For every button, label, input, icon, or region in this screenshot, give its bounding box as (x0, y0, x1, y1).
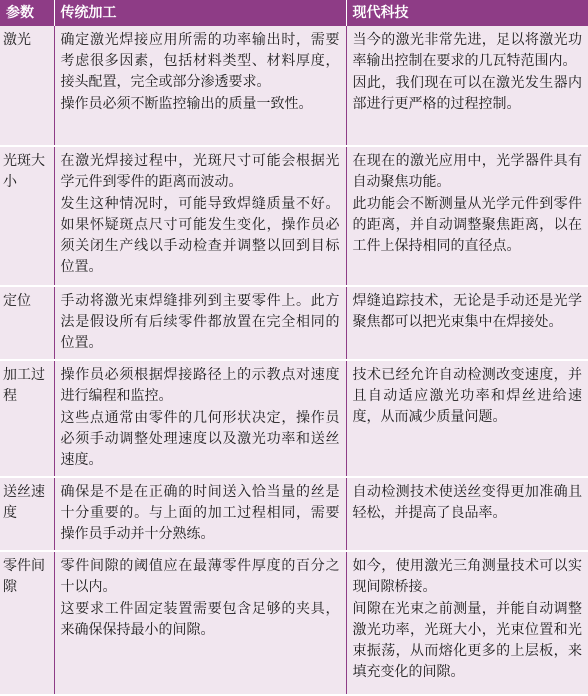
modern-cell (346, 360, 588, 477)
paragraph: 操作员必须根据焊接路径上的示教点对速度进行编程和监控。 (60, 367, 340, 404)
param-cell: 定位 (0, 286, 54, 360)
traditional-cell (54, 551, 346, 695)
paragraph: 技术已经允许自动检测改变速度，并且自动适应激光功率和焊丝进给速度，从而减少质量问题。 (352, 367, 582, 425)
table-row (0, 286, 588, 360)
paragraph: 间隙在光束之前测量，并能自动调整激光功率，光斑大小，光束位置和光束振荡，从而熔化更多的上层板，来填充变化的间隙。 (352, 601, 582, 680)
paragraph: 这要求工件固定装置需要包含足够的夹具，来确保保持最小的间隙。 (60, 601, 340, 638)
traditional-cell (54, 26, 346, 146)
header-row (0, 0, 588, 26)
paragraph: 因此，我们现在可以在激光发生器内部进行更严格的过程控制。 (352, 75, 582, 112)
paragraph: 此功能会不断测量从光学元件到零件的距离，并自动调整聚焦距离，以在工件上保持相同的直径点。 (352, 196, 582, 254)
paragraph: 在现在的激光应用中，光学器件具有自动聚焦功能。 (352, 153, 582, 190)
paragraph: 零件间隙的阈值应在最薄零件厚度的百分之十以内。 (60, 558, 340, 595)
modern-cell (346, 286, 588, 360)
paragraph: 发生这种情况时，可能导致焊缝质量不好。如果怀疑斑点尺寸可能发生变化，操作员必须关闭生产线以手动检查并调整以回到目标位置。 (60, 196, 340, 275)
modern-cell (346, 146, 588, 286)
traditional-cell (54, 286, 346, 360)
header-traditional: 传统加工 (54, 0, 346, 26)
table-row (0, 26, 588, 146)
param-cell: 加工过程 (0, 360, 54, 477)
traditional-cell (54, 146, 346, 286)
param-cell: 激光 (0, 26, 54, 146)
modern-cell (346, 26, 588, 146)
paragraph: 当今的激光非常先进，足以将激光功率输出控制在要求的几瓦特范围内。 (352, 32, 582, 69)
paragraph: 确保是不是在正确的时间送入恰当量的丝是十分重要的。与上面的加工过程相同，需要操作员手动并十分熟练。 (60, 484, 340, 542)
modern-cell (346, 477, 588, 551)
table-row (0, 477, 588, 551)
paragraph: 自动检测技术使送丝变得更加准确且轻松，并提高了良品率。 (352, 484, 582, 521)
paragraph: 这些点通常由零件的几何形状决定，操作员必须手动调整处理速度以及激光功率和送丝速度。 (60, 410, 340, 468)
param-cell: 零件间隙 (0, 551, 54, 695)
paragraph: 确定激光焊接应用所需的功率输出时，需要考虑很多因素，包括材料类型、材料厚度，接头配置，完全或部分渗透要求。 (60, 32, 340, 90)
paragraph: 手动将激光束焊缝排列到主要零件上。此方法是假设所有后续零件都放置在完全相同的位置。 (60, 293, 340, 351)
traditional-cell (54, 477, 346, 551)
param-cell: 光斑大小 (0, 146, 54, 286)
modern-cell (346, 551, 588, 695)
traditional-cell (54, 360, 346, 477)
paragraph: 如今，使用激光三角测量技术可以实现间隙桥接。 (352, 558, 582, 595)
table-row (0, 551, 588, 695)
header-parameter: 参数 (0, 0, 54, 26)
paragraph: 在激光焊接过程中，光斑尺寸可能会根据光学元件到零件的距离而波动。 (60, 153, 340, 190)
paragraph: 焊缝追踪技术，无论是手动还是光学聚焦都可以把光束集中在焊接处。 (352, 293, 582, 330)
param-cell: 送丝速度 (0, 477, 54, 551)
header-modern: 现代科技 (346, 0, 588, 26)
paragraph: 操作员必须不断监控输出的质量一致性。 (60, 96, 313, 112)
table-row (0, 146, 588, 286)
table-row (0, 360, 588, 477)
